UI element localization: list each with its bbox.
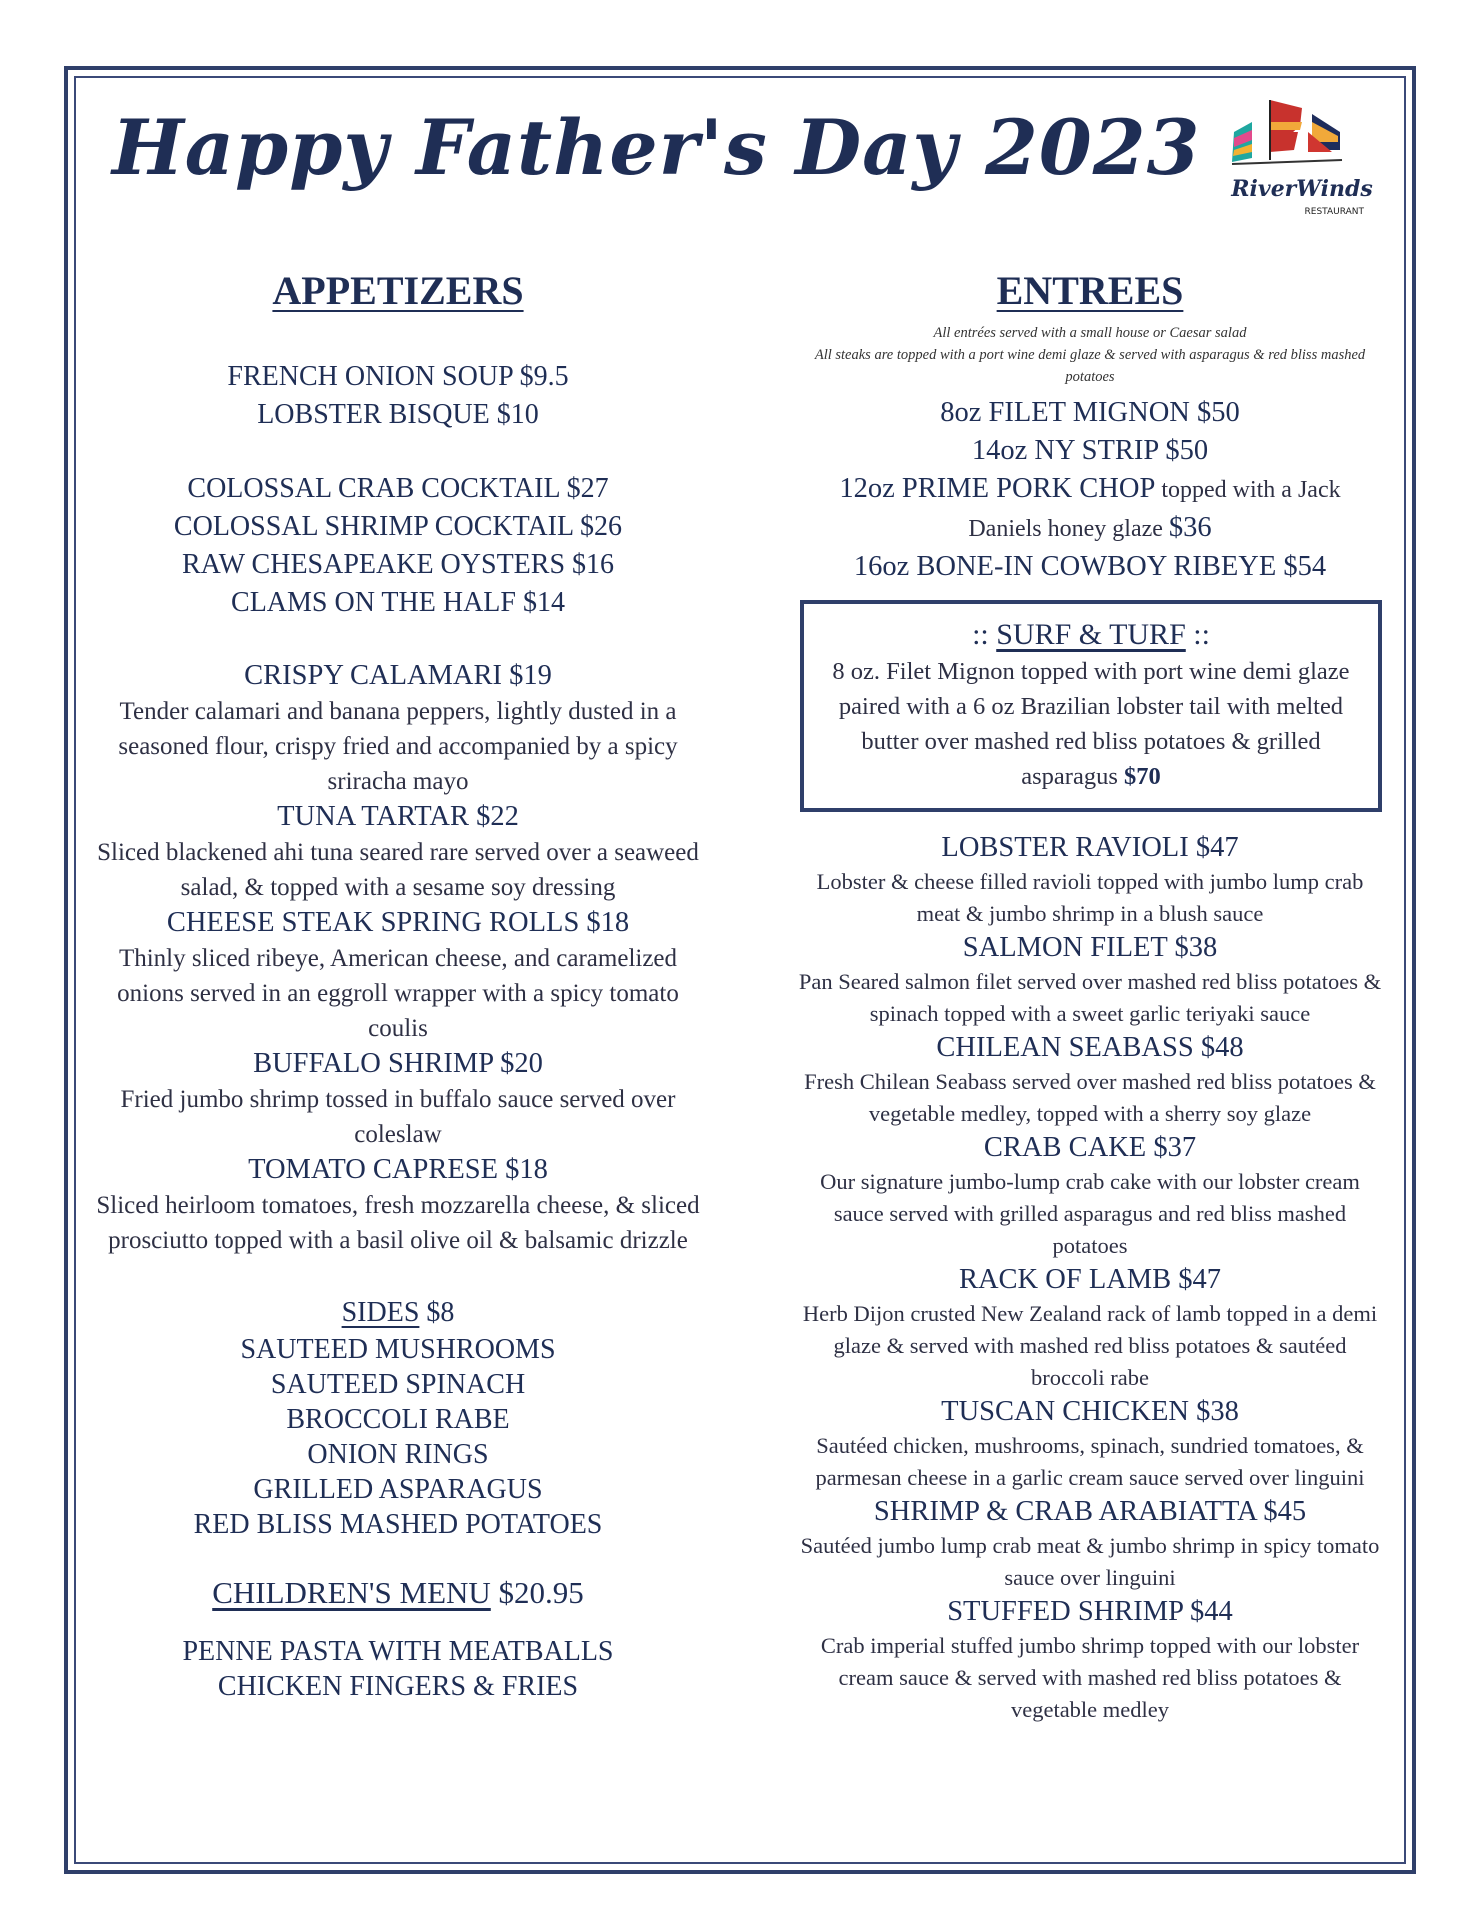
- menu-item-description: Tender calamari and banana peppers, lightly dusted in a seasoned flour, crispy fried and accompanied by a spicy sriracha mayo: [118, 698, 678, 795]
- surf-and-turf-price: $70: [1123, 763, 1161, 790]
- menu-item-title: TUNA TARTAR $22: [277, 801, 519, 832]
- appetizers-heading: APPETIZERS: [272, 268, 524, 313]
- surf-and-turf-text: 8 oz. Filet Mignon topped with port wine demi glaze paired with a 6 oz Brazilian lobster tail with melted butter over mashed red bliss potatoes & grilled asparagus: [832, 658, 1350, 790]
- menu-item-description: Sliced heirloom tomatoes, fresh mozzarella cheese, & sliced prosciutto topped with a basil olive oil & balsamic drizzle: [96, 1192, 700, 1254]
- menu-item-description: Fried jumbo shrimp tossed in buffalo sauce served over coleslaw: [120, 1086, 676, 1148]
- menu-item-description: Sliced blackened ahi tuna seared rare served over a seaweed salad, & topped with a sesame soy dressing: [97, 839, 699, 901]
- entrees-heading: ENTREES: [996, 268, 1184, 313]
- menu-item: FRENCH ONION SOUP $9.5: [227, 361, 569, 392]
- side-item: RED BLISS MASHED POTATOES: [193, 1509, 603, 1540]
- right-column: [780, 266, 1400, 1726]
- riverwinds-logo: [1212, 92, 1392, 232]
- menu-item-title: CHILEAN SEABASS $48: [936, 1032, 1244, 1063]
- pork-chop-description: topped with a Jack: [1155, 477, 1341, 503]
- menu-item: LOBSTER BISQUE $10: [257, 399, 539, 430]
- surf-and-turf-description: [822, 654, 1360, 794]
- sides-title: SIDES: [341, 1297, 420, 1328]
- sides-price: $8: [419, 1297, 455, 1328]
- heading-ornament: ::: [972, 618, 997, 651]
- menu-item-title: CHEESE STEAK SPRING ROLLS $18: [166, 907, 630, 938]
- menu-item: RAW CHESAPEAKE OYSTERS $16: [181, 549, 615, 580]
- sides-heading: [88, 1294, 708, 1332]
- logo-subtitle: RESTAURANT: [1304, 207, 1364, 217]
- page-title: Happy Father's Day 2023: [112, 103, 1201, 192]
- menu-item-title: SALMON FILET $38: [962, 932, 1218, 963]
- menu-item: COLOSSAL CRAB COCKTAIL $27: [187, 473, 609, 504]
- menu-item-description: Sautéed chicken, mushrooms, spinach, sundried tomatoes, & parmesan cheese in a garlic cream sauce served over linguini: [815, 1433, 1365, 1490]
- pork-chop-title: 12oz PRIME PORK CHOP: [839, 473, 1156, 504]
- surf-and-turf-heading: [822, 616, 1360, 654]
- side-item: ONION RINGS: [307, 1439, 489, 1470]
- side-item: SAUTEED SPINACH: [270, 1369, 526, 1400]
- left-column: [88, 266, 708, 1704]
- menu-item-title: RACK OF LAMB $47: [958, 1264, 1222, 1295]
- menu-item-title: STUFFED SHRIMP $44: [947, 1596, 1233, 1627]
- surf-and-turf-title: SURF & TURF: [996, 618, 1186, 651]
- logo-name: RiverWinds: [1231, 176, 1373, 202]
- menu-item-description: Sautéed jumbo lump crab meat & jumbo shrimp in spicy tomato sauce over linguini: [800, 1533, 1380, 1590]
- menu-item-description: Crab imperial stuffed jumbo shrimp topped with our lobster cream sauce & served with mashed red bliss potatoes & vegetable medley: [820, 1633, 1360, 1722]
- menu-item-description: Pan Seared salmon filet served over mashed red bliss potatoes & spinach topped with a sweet garlic teriyaki sauce: [798, 969, 1382, 1026]
- pork-chop-price: $36: [1168, 512, 1212, 543]
- surf-and-turf-box: [800, 600, 1382, 812]
- sail-icon: [1308, 114, 1340, 152]
- side-item: BROCCOLI RABE: [286, 1404, 510, 1435]
- side-item: SAUTEED MUSHROOMS: [240, 1334, 556, 1365]
- menu-item-title: LOBSTER RAVIOLI $47: [941, 832, 1239, 863]
- menu-item-title: TUSCAN CHICKEN $38: [941, 1396, 1239, 1427]
- menu-item-title: SHRIMP & CRAB ARABIATTA $45: [873, 1496, 1307, 1527]
- childrens-menu-title: CHILDREN'S MENU: [212, 1575, 491, 1610]
- menu-item: COLOSSAL SHRIMP COCKTAIL $26: [173, 511, 623, 542]
- menu-item-description: Lobster & cheese filled ravioli topped with jumbo lump crab meat & jumbo shrimp in a blush sauce: [816, 869, 1364, 926]
- sail-icon: [1232, 122, 1252, 162]
- steak-item: 14oz NY STRIP $50: [971, 435, 1209, 466]
- side-item: GRILLED ASPARAGUS: [253, 1474, 543, 1505]
- menu-item-title: CRISPY CALAMARI $19: [244, 660, 552, 691]
- menu-item-title: BUFFALO SHRIMP $20: [253, 1048, 543, 1079]
- entrees-note: All steaks are topped with a port wine demi glaze & served with asparagus & red bliss mashed potatoes: [814, 347, 1366, 385]
- childrens-item: CHICKEN FINGERS & FRIES: [217, 1671, 579, 1702]
- steak-item: 16oz BONE-IN COWBOY RIBEYE $54: [853, 551, 1327, 582]
- heading-ornament: ::: [1185, 618, 1210, 651]
- childrens-menu-heading: [88, 1572, 708, 1614]
- entrees-note: All entrées served with a small house or Caesar salad: [933, 325, 1247, 341]
- childrens-menu-price: $20.95: [490, 1575, 584, 1610]
- pork-chop-description-cont: Daniels honey glaze: [968, 516, 1169, 542]
- menu-item-title: CRAB CAKE $37: [983, 1132, 1197, 1163]
- menu-item-description: Fresh Chilean Seabass served over mashed red bliss potatoes & vegetable medley, topped with a sherry soy glaze: [804, 1069, 1376, 1126]
- steak-item: 8oz FILET MIGNON $50: [940, 397, 1240, 428]
- menu-item-description: Our signature jumbo-lump crab cake with our lobster cream sauce served with grilled asparagus and red bliss mashed potatoes: [820, 1169, 1360, 1258]
- menu-item-description: Herb Dijon crusted New Zealand rack of lamb topped in a demi glaze & served with mashed red bliss potatoes & sautéed broccoli rabe: [802, 1301, 1378, 1390]
- pork-chop-item: [780, 470, 1400, 548]
- menu-item-description: Thinly sliced ribeye, American cheese, and caramelized onions served in an eggroll wrapper with a spicy tomato coulis: [117, 945, 679, 1042]
- sail-icon: [1270, 100, 1302, 152]
- menu-item-title: TOMATO CAPRESE $18: [248, 1154, 548, 1185]
- menu-item: CLAMS ON THE HALF $14: [231, 587, 565, 618]
- childrens-item: PENNE PASTA WITH MEATBALLS: [182, 1636, 614, 1667]
